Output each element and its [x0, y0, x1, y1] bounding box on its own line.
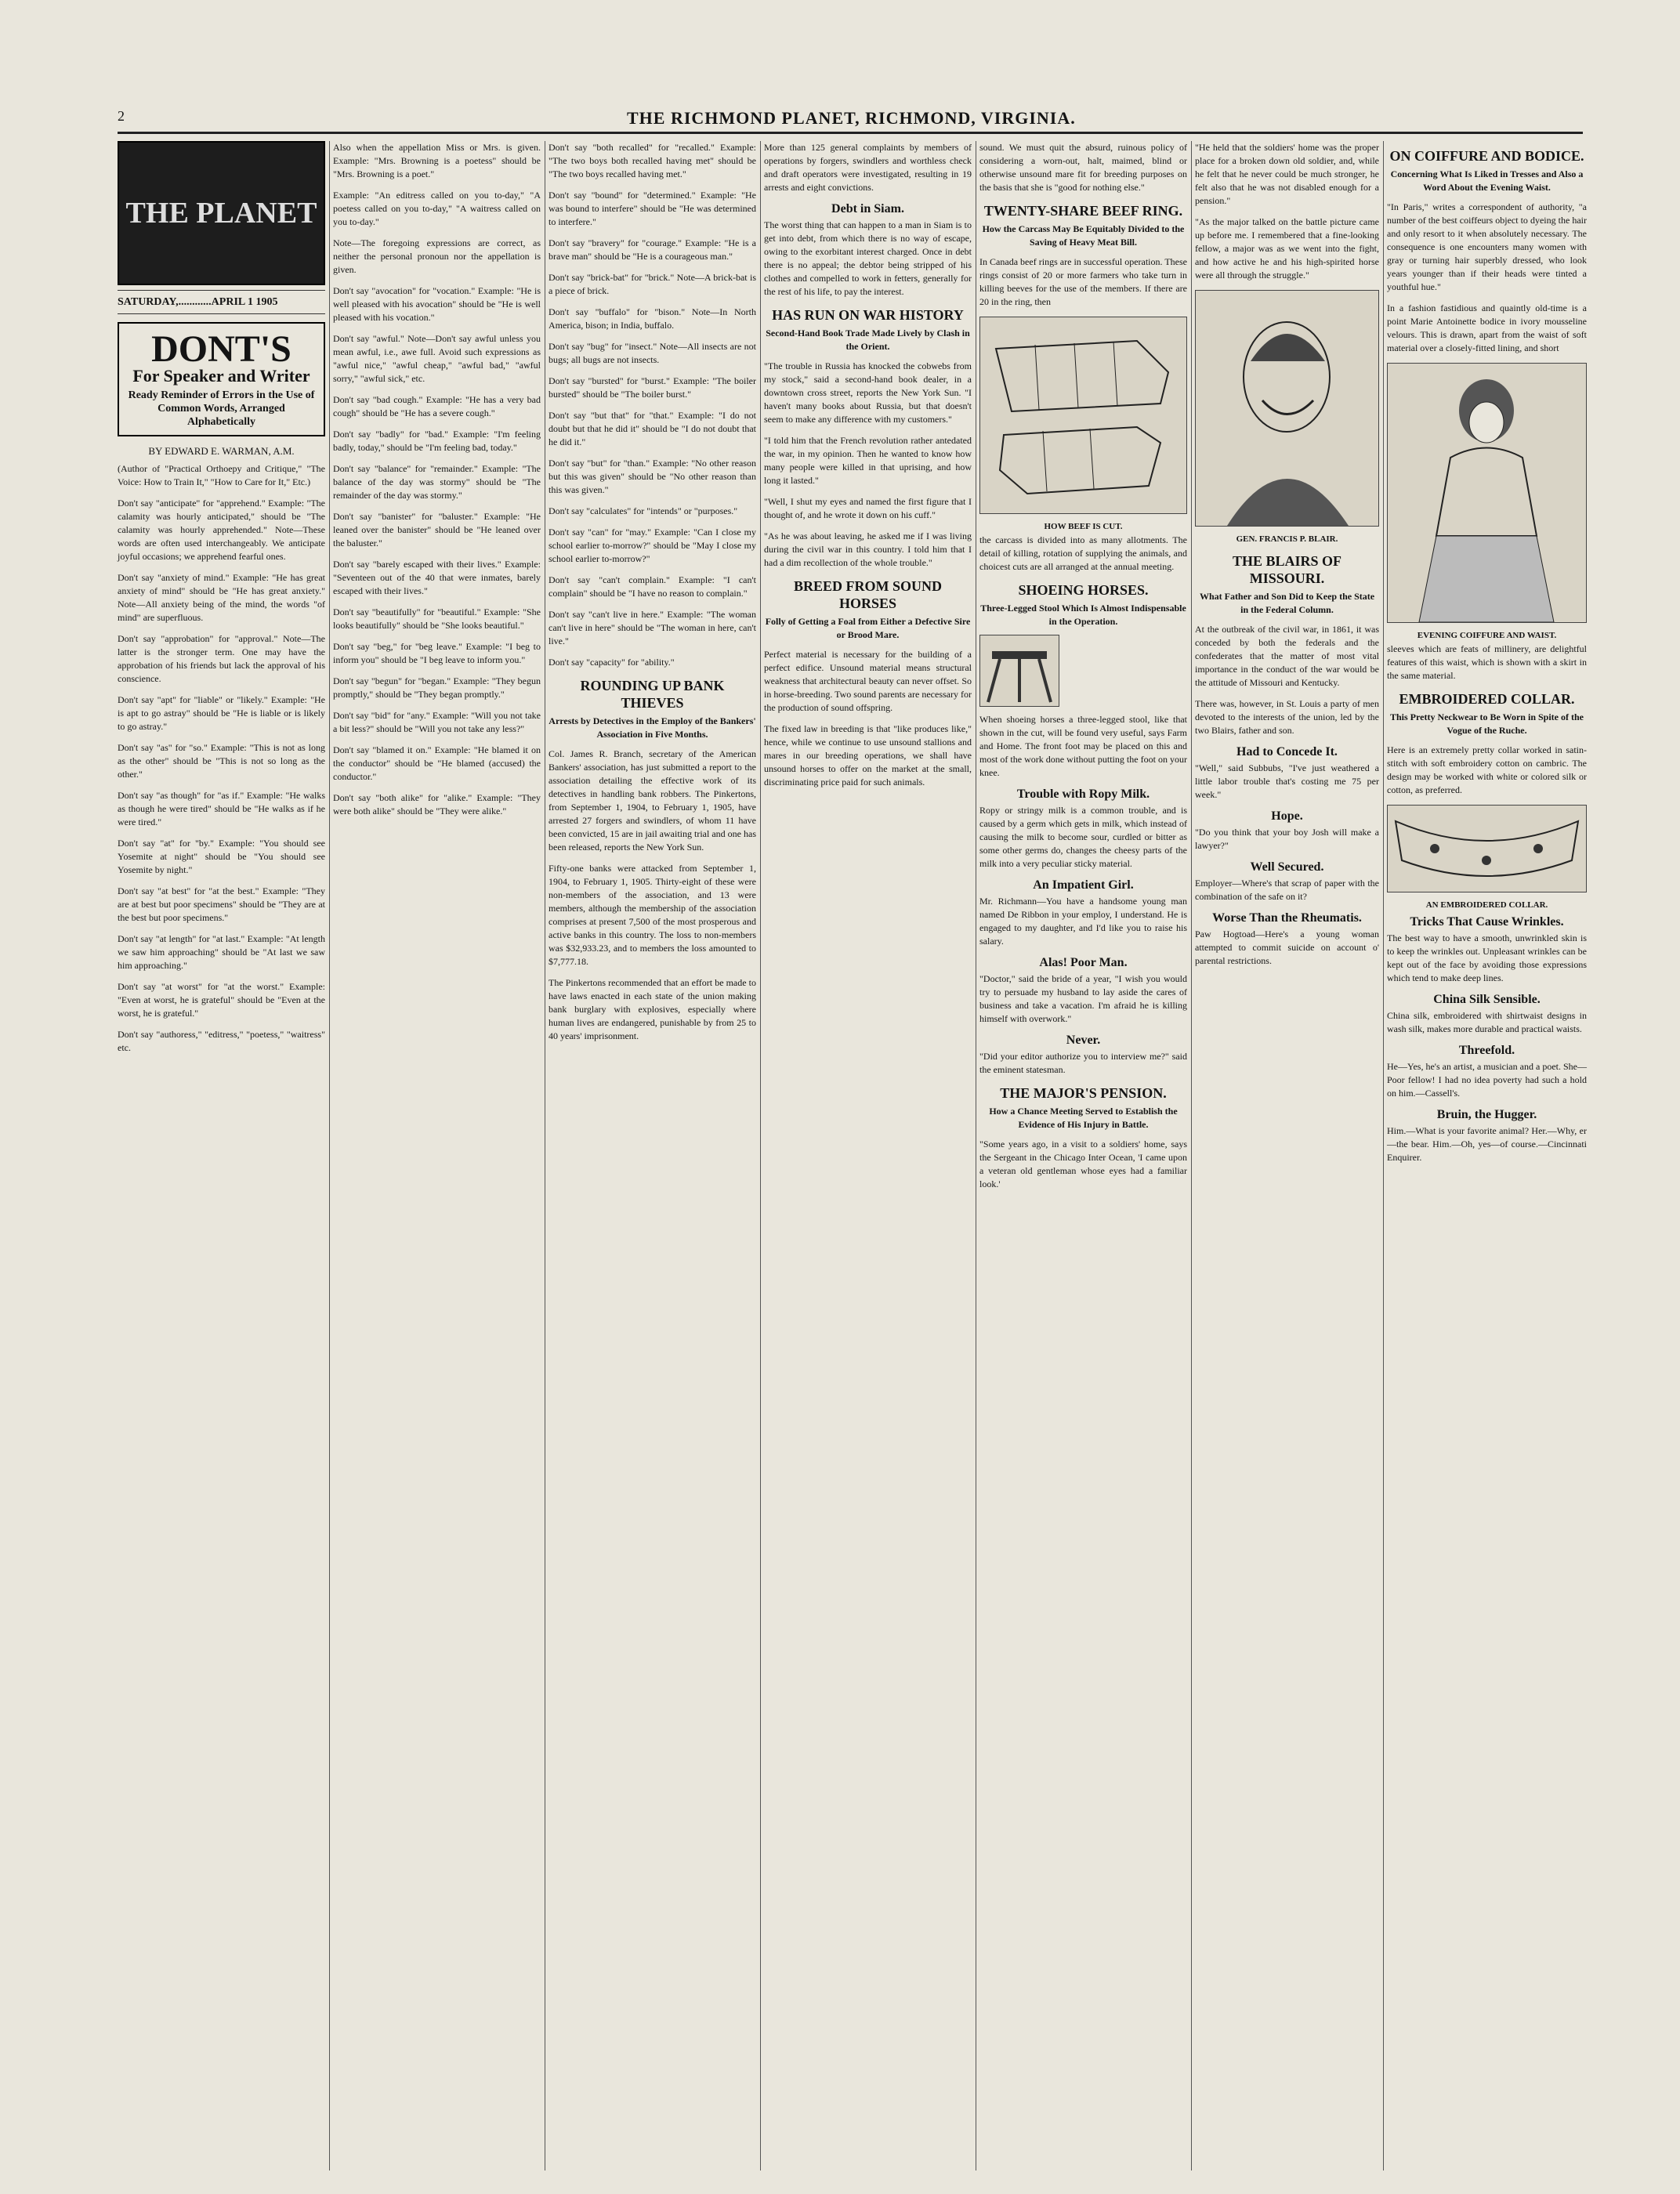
column-7: [1387, 141, 1587, 1172]
paragraph: In a fashion fastidious and quaintly old-time is a point Marie Antoinette bodice in ivory mousseline velours. This is drawn, apart from the waist of soft material over a closely-fitted lining, and short: [1387, 302, 1587, 353]
paragraph: Don't say "can't complain." Example: "I can't complain" should be "I have no reason to complain.": [549, 574, 756, 599]
paragraph: The fixed law in breeding is that "like produces like," hence, while we continue to use unsound stallions and mares in our breeding operations, we shall have unsound horses to offer on the market at the small, discriminating price paid for such animals.: [764, 723, 972, 787]
headline: China Silk Sensible.: [1433, 993, 1541, 1006]
headline: ON COIFFURE AND BODICE.: [1389, 148, 1584, 164]
paragraph: Don't say "begun" for "began." Example: "They begun promptly," should be "They began promptly.": [333, 675, 541, 700]
paragraph: Don't say "bug" for "insect." Note—All insects are not bugs; all bugs are not insects.: [549, 341, 756, 365]
paragraph: Ropy or stringy milk is a common trouble, and is caused by a germ which gets in milk, which instead of causing the milk to become sour, curdled or bitter as some other germs do, changes the cheesy parts of the milk into a very peculiar sticky material.: [979, 805, 1187, 869]
paragraph: Note—The foregoing expressions are correct, as neither the personal pronoun nor the appellation is given.: [333, 237, 541, 275]
paragraph: At the outbreak of the civil war, in 1861, it was conceded by both the federals and the confederates that the matter of most vital importance in the conduct of the war would be the attitude of Missouri and Kentucky.: [1195, 624, 1379, 688]
paragraph: Don't say "both recalled" for "recalled." Example: "The two boys both recalled having met" should be "The two boys recalled having met.": [549, 142, 756, 179]
headline: TWENTY-SHARE BEEF RING.: [983, 203, 1183, 219]
column-3: [549, 141, 756, 1051]
illustration-caption: GEN. FRANCIS P. BLAIR.: [1236, 534, 1338, 544]
subheadline: Folly of Getting a Foal from Either a Defective Sire or Brood Mare.: [765, 616, 971, 640]
page-header: [118, 108, 1583, 134]
paragraph: "Do you think that your boy Josh will make a lawyer?": [1195, 827, 1379, 851]
headline: BREED FROM SOUND HORSES: [793, 578, 942, 611]
headline: HAS RUN ON WAR HISTORY: [772, 307, 964, 323]
illustration-caption: EVENING COIFFURE AND WAIST.: [1417, 631, 1557, 640]
paragraph: Don't say "at" for "by." Example: "You should see Yosemite at night" should be "You should see Yosemite by night.": [118, 838, 325, 875]
masthead: THE RICHMOND PLANET, RICHMOND, VIRGINIA.: [627, 108, 1076, 128]
paragraph: Don't say "capacity" for "ability.": [549, 657, 675, 668]
paragraph: Don't say "anxiety of mind." Example: "He has great anxiety of mind" should be "He has great anxiety." Note—All anxiety being of the mind, the words "of mind" are superfluous.: [118, 572, 325, 623]
stool-icon: [980, 635, 1059, 706]
paragraph: "Well, I shut my eyes and named the first figure that I thought of, and he wrote it down on his cuff.": [764, 496, 972, 520]
paragraph: "I told him that the French revolution rather antedated the war, in my opinion. Then he wanted to know how many people were killed in that uprising, and how long it lasted.": [764, 435, 972, 486]
paragraph: "Did your editor authorize you to interview me?" said the eminent statesman.: [979, 1051, 1187, 1075]
headline: Tricks That Cause Wrinkles.: [1410, 915, 1564, 929]
paragraph: Don't say "authoress," "editress," "poetess," "waitress" etc.: [118, 1029, 325, 1053]
paragraph: More than 125 general complaints by members of operations by forgers, swindlers and worthless check and draft operators were investigated, resulting in 19 arrests and eight convictions.: [764, 142, 972, 193]
paragraph: Col. James R. Branch, secretary of the American Bankers' association, has just submitted a report to the association detailing the effective work of its detectives in handling bank robbers. The Pinkertons, from September 1, 1904, to February 1, 1905, have arrested 27 forgers and swindlers, of whom 11 have been convicted, 15 are in jail awaiting trial and one has been released, reports the New York Sun.: [549, 748, 756, 853]
paragraph: Don't say "brick-bat" for "brick." Note—A brick-bat is a piece of brick.: [549, 272, 756, 296]
subheadline: This Pretty Neckwear to Be Worn in Spite of the Vogue of the Ruche.: [1390, 711, 1584, 736]
paragraph: Don't say "buffalo" for "bison." Note—In North America, bison; in India, buffalo.: [549, 306, 756, 331]
paragraph: Example: "An editress called on you to-day," "A poetess called on you to-day," "A waitress called on you to-day.": [333, 190, 541, 227]
beef-diagram-icon: [980, 317, 1186, 513]
subheadline: How the Carcass May Be Equitably Divided to the Saving of Heavy Meat Bill.: [982, 223, 1185, 248]
column-rule: [329, 141, 330, 2170]
beef-cuts-illustration: [979, 317, 1187, 514]
paragraph: Also when the appellation Miss or Mrs. is given. Example: "Mrs. Browning is a poetess" should be "Mrs. Browning is a poet.": [333, 142, 541, 179]
page-number: 2: [118, 108, 125, 124]
paragraph: Don't say "approbation" for "approval." Note—The latter is the stronger term. One may have the approbation of his friends but lack the approval of his conscience.: [118, 633, 325, 684]
column-rule: [1191, 141, 1192, 2170]
paragraph: The best way to have a smooth, unwrinkled skin is to keep the wrinkles out. Unpleasant wrinkles can be kept out of the face by avoiding those expressions which tend to make deep lines.: [1387, 932, 1587, 983]
paragraph: Don't say "beautifully" for "beautiful." Example: "She looks beautifully" should be "She looks beautiful.": [333, 606, 541, 631]
paragraph: Don't say "avocation" for "vocation." Example: "He is well pleased with his avocation" should be "He is well pleased with his vocation.": [333, 285, 541, 323]
paragraph: Paw Hogtoad—Here's a young woman attempted to commit suicide on account o' parental restrictions.: [1195, 929, 1379, 966]
paragraph: The Pinkertons recommended that an effort be made to have laws enacted in each state of the union making bank burglary with explosives, especially where human lives are endangered, punishable by from 25 to 40 years' imprisonment.: [549, 977, 756, 1041]
headline: Threefold.: [1458, 1044, 1515, 1057]
paragraph: sound. We must quit the absurd, ruinous policy of considering a worn-out, halt, maimed, blind or otherwise unsound mare fit for breeding purposes on the basis that she is "good for nothing else.": [979, 142, 1187, 193]
paragraph: Don't say "can" for "may." Example: "Can I close my school earlier to-morrow?" should be "May I close my school earlier to-morrow?": [549, 527, 756, 564]
headline: Well Secured.: [1250, 860, 1324, 874]
headline: An Impatient Girl.: [1033, 878, 1134, 892]
paragraph: Don't say "bursted" for "burst." Example: "The boiler bursted" should be "The boiler burst.": [549, 375, 756, 400]
byline: BY EDWARD E. WARMAN, A.M.: [148, 445, 295, 457]
paragraph: Don't say "both alike" for "alike." Example: "They were both alike" should be "They were alike.": [333, 792, 541, 816]
headline: THE BLAIRS OF MISSOURI.: [1232, 553, 1342, 586]
paragraph: "In Paris," writes a correspondent of authority, "a number of the best coiffeurs object to dyeing the hair and only resort to it when absolutely necessary. The consequence is one encounters many women with gray or turning hair superbly dressed, who look years younger than if their heads were tinted a youthful hue.": [1387, 201, 1587, 292]
donts-title-box: [118, 322, 325, 436]
portrait-illustration: [1195, 290, 1379, 527]
donts-title: DONT'S: [151, 328, 291, 370]
paragraph: "He held that the soldiers' home was the proper place for a broken down old soldier, and, while he felt that he never could be much stronger, he felt also that he was not disabled enough for a pension.": [1195, 142, 1379, 206]
column-6: [1195, 141, 1379, 976]
paragraph: The worst thing that can happen to a man in Siam is to get into debt, from which there is no way of escape, owing to the exorbitant interest charged. Once in debt there is no appeal; the debtor being stripped of his clothes and compelled to work in fetters, generally for the rest of his life, to pay the interest.: [764, 219, 972, 297]
paragraph: Perfect material is necessary for the building of a perfect edifice. Unsound material means structural weakness that architectural beauty can never offset. So in horse-breeding. Two sound parents are necessary for the production of sound offspring.: [764, 649, 972, 713]
column-5: [979, 141, 1187, 1199]
subheadline: Three-Legged Stool Which Is Almost Indispensable in the Operation.: [980, 603, 1186, 627]
paragraph: Don't say "as" for "so." Example: "This is not as long as the other" should be "This is not so long as the other.": [118, 742, 325, 780]
paragraph: Don't say "awful." Note—Don't say awful unless you mean awful, i.e., awe full. Avoid such expressions as "awful nice," "awful cheap," "awful bad," "awful sorry," "awful sick," etc.: [333, 333, 541, 384]
paragraph: "Some years ago, in a visit to a soldiers' home, says the Sergeant in the Chicago Inter Ocean, 'I came upon a veteran old gentleman whose eyes had a familiar look.': [979, 1139, 1187, 1189]
paragraph: Don't say "at worst" for "at the worst." Example: "Even at worst, he is grateful" should be "Even at the worst, he is grateful.": [118, 981, 325, 1019]
column-1: [118, 141, 325, 1063]
paragraph: Don't say "apt" for "liable" or "likely." Example: "He is apt to go astray" should be "He is liable or is likely to go astray.": [118, 694, 325, 732]
headline: Worse Than the Rheumatis.: [1212, 911, 1362, 925]
paragraph: "As he was about leaving, he asked me if I was living during the civil war in this country. I told him that I had a dim recollection of the whole trouble.": [764, 530, 972, 568]
byline-note: (Author of "Practical Orthoepy and Critique," "The Voice: How to Train It," "How to Care for It," Etc.): [118, 463, 325, 487]
donts-subtitle: For Speaker and Writer: [132, 366, 310, 386]
headline: Never.: [1066, 1034, 1101, 1047]
issue-date: SATURDAY,............APRIL 1 1905: [118, 290, 325, 314]
paragraph: Don't say "at length" for "at last." Example: "At length we saw him approaching" should be "At last we saw him approaching.": [118, 933, 325, 971]
collar-icon: [1388, 806, 1586, 892]
column-rule: [1383, 141, 1384, 2170]
paragraph: Don't say "at best" for "at the best." Example: "They are at best but poor specimens" should be "They are at the best but poor specimens.": [118, 885, 325, 923]
paragraph: Don't say "badly" for "bad." Example: "I'm feeling badly, today," should be "I'm feeling bad, today.": [333, 429, 541, 453]
headline: Alas! Poor Man.: [1039, 956, 1128, 969]
stool-illustration: [979, 635, 1059, 707]
headline: Debt in Siam.: [831, 202, 904, 215]
paragraph: Don't say "bad cough." Example: "He has a very bad cough" should be "He has a severe cough.": [333, 394, 541, 418]
paragraph: Don't say "as though" for "as if." Example: "He walks as though he were tired" should be "He walks as if he were tired.": [118, 790, 325, 827]
paragraph: "As the major talked on the battle picture came up before me. I remembered that a fine-looking fellow, a major was as we went into the fight, and how active he and his high-spirited horse were all through the struggle.": [1195, 216, 1379, 281]
subheadline: Arrests by Detectives in the Employ of the Bankers' Association in Five Months.: [549, 715, 756, 740]
paragraph: Here is an extremely pretty collar worked in satin-stitch with soft embroidery cotton on cambric. The design may be worked with white or colored silk or cotton, as preferred.: [1387, 744, 1587, 795]
subheadline: Concerning What Is Liked in Tresses and Also a Word About the Evening Waist.: [1390, 168, 1584, 193]
paragraph: Fifty-one banks were attacked from September 1, 1904, to February 1, 1905. Thirty-eight of these were non-members of the association, and 13 were members, although the membership of the association comprises at present 7,500 of the most prosperous and active banks in this country. The loss to non-members was $32,933.23, and to members the loss amounted to $7,777.18.: [549, 863, 756, 967]
woman-figure-icon: [1388, 364, 1586, 622]
headline: EMBROIDERED COLLAR.: [1399, 691, 1575, 707]
paragraph: He—Yes, he's an artist, a musician and a poet. She—Poor fellow! I had no idea poverty had such a hold on him.—Cassell's.: [1387, 1061, 1587, 1099]
headline: Had to Concede It.: [1236, 745, 1338, 758]
paragraph: Don't say "but" for "than." Example: "No other reason but this was given" should be "No other reason than this was given.": [549, 458, 756, 495]
paragraph: the carcass is divided into as many allotments. The detail of killing, rotation of supplying the animals, and choicest cuts are all arranged at the annual meeting.: [979, 534, 1187, 572]
illustration-caption: HOW BEEF IS CUT.: [1044, 522, 1123, 531]
paragraph: Employer—Where's that scrap of paper with the combination of the safe on it?: [1195, 878, 1379, 902]
paragraph: "Doctor," said the bride of a year, "I wish you would try to persuade my husband to lay aside the cares of business and take a vacation. I'm afraid he is killing himself with overwork.": [979, 973, 1187, 1024]
paragraph: There was, however, in St. Louis a party of men devoted to the interests of the union, led by the two Blairs, father and son.: [1195, 698, 1379, 736]
portrait-icon: [1196, 291, 1378, 526]
paragraph: "Well," said Subbubs, "I've just weathered a little labor trouble that's costing me 75 per week.": [1195, 762, 1379, 800]
headline: Hope.: [1271, 809, 1303, 823]
paragraph: Don't say "barely escaped with their lives." Example: "Seventeen out of the 40 that were inmates, barely escaped with their lives.": [333, 559, 541, 596]
paragraph: Mr. Richmann—You have a handsome young man named De Ribbon in your employ, I understand. He is engaged to my daughter, and I'd like you to raise his salary.: [979, 896, 1187, 947]
subheadline: Second-Hand Book Trade Made Lively by Clash in the Orient.: [766, 328, 970, 352]
paragraph: Don't say "but that" for "that." Example: "I do not doubt but that he did it" should be "I do not doubt that he did it.": [549, 410, 756, 447]
paragraph: Don't say "balance" for "remainder." Example: "The balance of the day was stormy" should be "The remainder of the day was stormy.": [333, 463, 541, 501]
headline: SHOEING HORSES.: [1018, 582, 1149, 598]
paragraph: Don't say "bravery" for "courage." Example: "He is a brave man" should be "He is a courageous man.": [549, 237, 756, 262]
subheadline: What Father and Son Did to Keep the State in the Federal Column.: [1199, 591, 1375, 615]
headline: THE MAJOR'S PENSION.: [1000, 1085, 1167, 1101]
headline: ROUNDING UP BANK THIEVES: [580, 678, 725, 711]
paragraph: Don't say "banister" for "baluster." Example: "He leaned over the banister" should be "He leaned over the baluster.": [333, 511, 541, 548]
planet-logo: THE PLANET: [118, 141, 325, 285]
paragraph: China silk, embroidered with shirtwaist designs in wash silk, makes more durable and practical waists.: [1387, 1010, 1587, 1034]
paragraph: Don't say "bound" for "determined." Example: "He was bound to interfere" should be "He was determined to interfere.": [549, 190, 756, 227]
donts-note: Ready Reminder of Errors in the Use of Common Words, Arranged Alphabetically: [128, 389, 315, 428]
column-rule: [760, 141, 761, 2170]
paragraph: Don't say "blamed it on." Example: "He blamed it on the conductor" should be "He blamed (accused) the conductor.": [333, 744, 541, 782]
headline: Trouble with Ropy Milk.: [1016, 787, 1150, 801]
paragraph: Him.—What is your favorite animal? Her.—Why, er—the bear. Him.—Oh, yes—of course.—Cincinnati Enquirer.: [1387, 1125, 1587, 1163]
paragraph: Don't say "beg," for "beg leave." Example: "I beg to inform you" should be "I beg leave to inform you.": [333, 641, 541, 665]
illustration-caption: AN EMBROIDERED COLLAR.: [1425, 900, 1548, 910]
collar-illustration: [1387, 805, 1587, 892]
column-2: [333, 141, 541, 826]
fashion-illustration: [1387, 363, 1587, 623]
headline: Bruin, the Hugger.: [1436, 1108, 1537, 1121]
paragraph: Don't say "anticipate" for "apprehend." Example: "The calamity was hourly anticipated," should be "The calamity was hourly apprehended." Note—These words are often used interchangeably. We anticipate joyful occasions; we apprehend fearful ones.: [118, 498, 325, 562]
subheadline: How a Chance Meeting Served to Establish the Evidence of His Injury in Battle.: [989, 1106, 1178, 1130]
paragraph: "The trouble in Russia has knocked the cobwebs from my stock," said a second-hand book dealer, in a downtown cross street, reports the New York Sun. "I haven't many books about Russia, but that doesn't seem to make any difference with my customers.": [764, 360, 972, 425]
paragraph: Don't say "can't live in here." Example: "The woman can't live in here" should be "The woman in here, can't live.": [549, 609, 756, 646]
paragraph: sleeves which are feats of millinery, are delightful features of this waist, which is shown with a skirt in the same material.: [1387, 643, 1587, 681]
paragraph: Don't say "calculates" for "intends" or "purposes.": [549, 505, 738, 516]
paragraph: Don't say "bid" for "any." Example: "Will you not take a bit less?" should be "Will you not take any less?": [333, 710, 541, 734]
column-4: [764, 141, 972, 797]
paragraph: When shoeing horses a three-legged stool, like that shown in the cut, will be found very useful, says Farm and Home. The front foot may be placed on this and most of the work done without putting the foot on your knee.: [979, 714, 1187, 778]
paragraph: In Canada beef rings are in successful operation. These rings consist of 20 or more farmers who take turn in killing beeves for the use of the members. If there are 20 in the ring, then: [979, 256, 1187, 307]
